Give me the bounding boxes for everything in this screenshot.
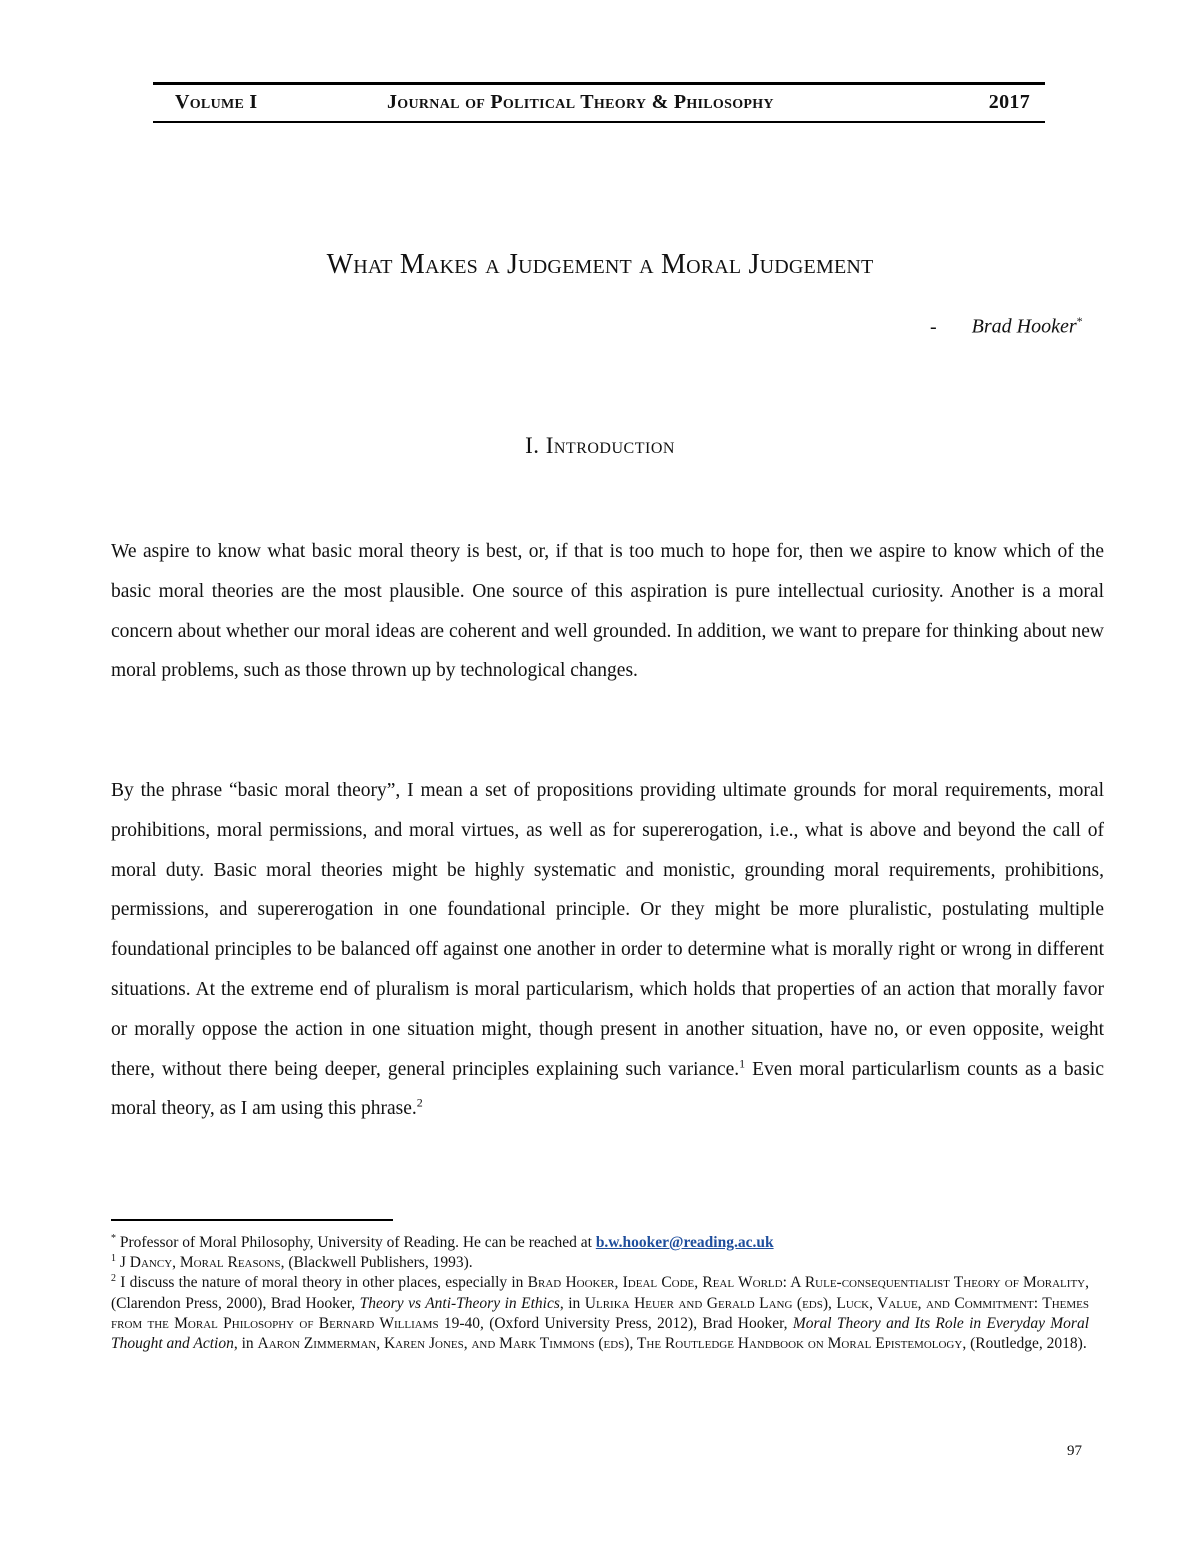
- footnote-2-italic-1: Theory vs Anti-Theory in Ethics: [359, 1294, 560, 1312]
- footnote-separator: [111, 1219, 393, 1221]
- footnote-1-citation: J Dancy, Moral Reasons: [116, 1254, 281, 1272]
- author-footnote-mark[interactable]: *: [1076, 314, 1083, 328]
- article-title: What Makes a Judgement a Moral Judgement: [326, 249, 874, 280]
- footnote-ref-1[interactable]: 1: [739, 1056, 746, 1071]
- footnote-2-text-6: , (Routledge, 2018).: [962, 1335, 1087, 1353]
- footnote-2-text-3: , in: [559, 1294, 585, 1312]
- footnote-ref-2[interactable]: 2: [416, 1095, 423, 1110]
- footnote-star: [111, 1233, 1089, 1253]
- footnote-2-citation-1: Brad Hooker, Ideal Code, Real World: A Rule-consequentialist Theory of Morality: [527, 1274, 1086, 1292]
- footnote-2-text-5: , in: [233, 1335, 258, 1353]
- author-name: Brad Hooker: [971, 315, 1077, 338]
- footnote-2-text-1: I discuss the nature of moral theory in other places, especially in: [116, 1274, 528, 1292]
- author-email-link[interactable]: b.w.hooker@reading.ac.uk: [595, 1234, 774, 1251]
- footnote-2-italic-2: Moral Theory and Its Role in Everyday Moral Thought and Action: [111, 1314, 1090, 1353]
- header-top-rule: [153, 82, 1045, 85]
- header-bottom-rule: [153, 121, 1045, 123]
- author-dash: -: [930, 315, 937, 338]
- section-heading: I. Introduction: [525, 433, 675, 458]
- page-number: 97: [1067, 1443, 1082, 1459]
- paragraph-2-text-a: By the phrase “basic moral theory”, I mean a set of propositions providing ultimate grounds for moral requirements, moral prohibitions, moral permissions, and moral virtues, as well as for supererogation, i.e., what is above and beyond the call of moral duty. Basic moral theories might be highly systematic and monistic, grounding moral requirements, prohibitions, permissions, and supererogation in one foundational principle. Or they might be more pluralistic, postulating multiple foundational principles to be balanced off against one another in order to determine what is morally right or wrong in different situations. At the extreme end of pluralism is moral particularism, which holds that properties of an action that morally favor or morally oppose the action in one situation might, though present in another situation, have no, or even opposite, weight there, without there being deeper, general principles explaining such variance.: [111, 780, 1104, 1080]
- header-volume: Volume I: [175, 91, 258, 113]
- footnote-2: [111, 1273, 1089, 1354]
- paragraph-2-text-b: Even moral particularlism counts as a basic moral theory, as I am using this phrase.: [111, 1058, 1104, 1120]
- body-paragraph-1: We aspire to know what basic moral theory is best, or, if that is too much to hope for, then we aspire to know which of the basic moral theories are the most plausible. One source of this aspiration is pure intellectual curiosity. Another is a moral concern about whether our moral ideas are coherent and well grounded. In addition, we want to prepare for thinking about new moral problems, such as those thrown up by technological changes.: [111, 541, 1104, 682]
- footnote-2-citation-3: Aaron Zimmerman, Karen Jones, and Mark Timmons (eds), The Routledge Handbook on Moral Epistemology: [257, 1335, 963, 1353]
- footnote-star-text: Professor of Moral Philosophy, University of Reading. He can be reached at: [116, 1234, 596, 1251]
- header-journal-name: Journal of Political Theory & Philosophy: [387, 91, 774, 113]
- header-year: 2017: [988, 91, 1030, 113]
- footnote-star-mark: *: [111, 1232, 116, 1244]
- footnotes: [111, 1233, 1089, 1354]
- footnote-2-mark: 2: [111, 1273, 116, 1285]
- footnote-1-mark: 1: [111, 1253, 116, 1265]
- footnote-2-text-2: , (Clarendon Press, 2000), Brad Hooker,: [111, 1274, 1089, 1312]
- footnote-2-text-4: 19-40, (Oxford University Press, 2012), Brad Hooker,: [438, 1314, 793, 1332]
- footnote-1: [111, 1253, 1089, 1273]
- running-header: [175, 91, 1030, 117]
- footnote-1-publisher: , (Blackwell Publishers, 1993).: [280, 1254, 473, 1272]
- footnote-2-citation-2: Ulrika Heuer and Gerald Lang (eds), Luck, Value, and Commitment: Themes from the Moral Philosophy of Bernard Williams: [111, 1294, 1090, 1332]
- body-paragraph-2: [111, 771, 1104, 1129]
- author-line: [930, 314, 1083, 339]
